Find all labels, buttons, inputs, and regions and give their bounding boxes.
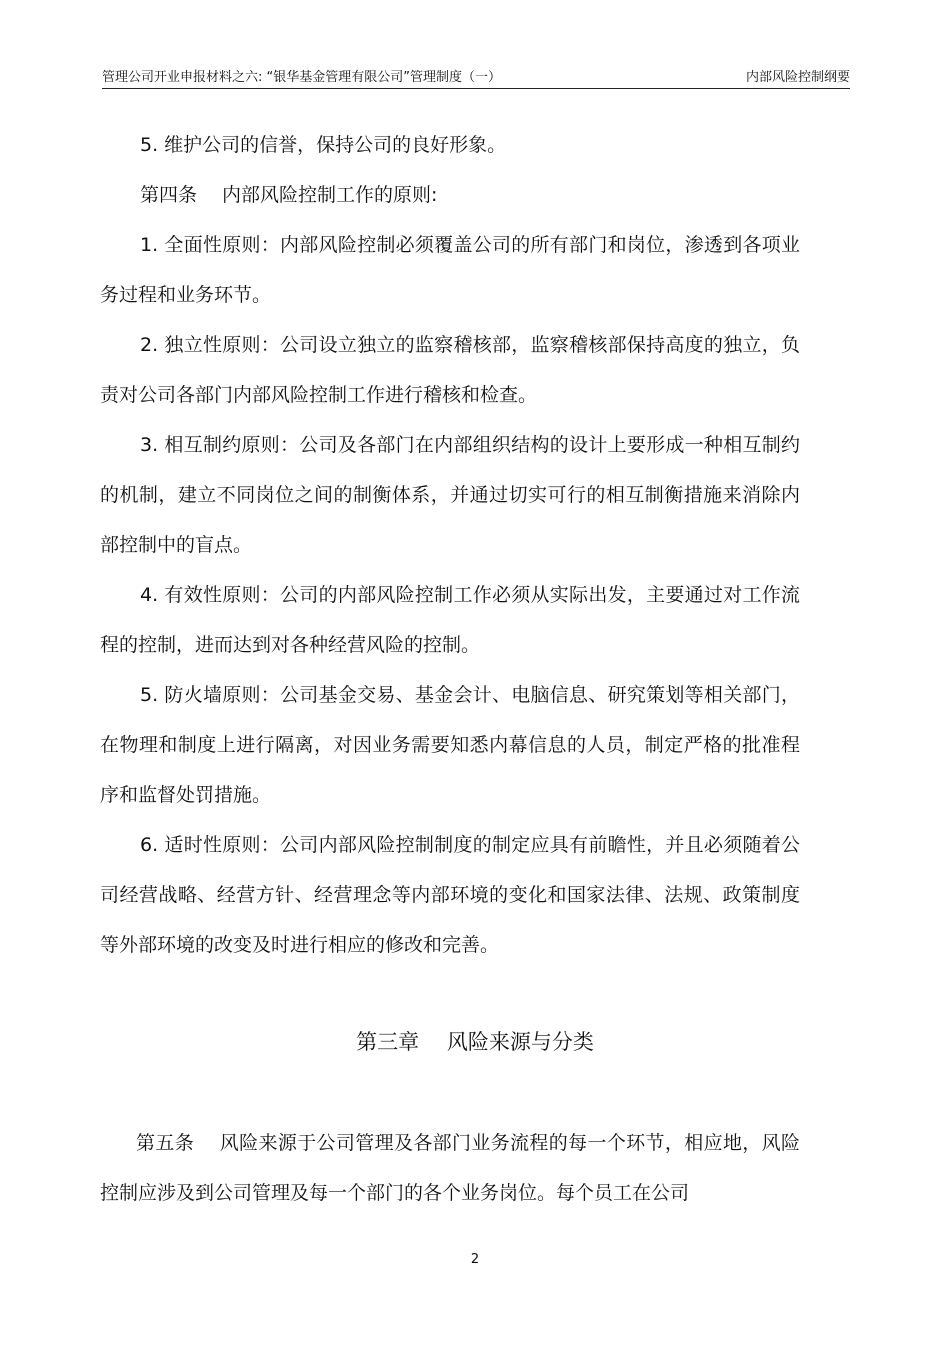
principle-independence: 2. 独立性原则：公司设立独立的监察稽核部，监察稽核部保持高度的独立，负责对公司各部门内部风险控制工作进行稽核和检查。 — [100, 334, 800, 406]
page-header — [102, 58, 850, 89]
article-5-paragraph: 第五条 风险来源于公司管理及各部门业务流程的每一个环节，相应地，风险控制应涉及到公司管理及每一个部门的各个业务岗位。每个员工在公司 — [100, 1132, 800, 1204]
principle-mutual-restraint: 3. 相互制约原则：公司及各部门在内部组织结构的设计上要形成一种相互制约的机制，建立不同岗位之间的制衡体系，并通过切实可行的相互制衡措施来消除内部控制中的盲点。 — [100, 434, 800, 556]
principle-comprehensiveness: 1. 全面性原则：内部风险控制必须覆盖公司的所有部门和岗位，渗透到各项业务过程和业务环节。 — [100, 234, 800, 306]
principle-effectiveness: 4. 有效性原则：公司的内部风险控制工作必须从实际出发，主要通过对工作流程的控制，进而达到对各种经营风险的控制。 — [100, 584, 800, 656]
paragraph-item-5-reputation: 5. 维护公司的信誉，保持公司的良好形象。 — [140, 134, 507, 156]
body-text-article-5 — [100, 1118, 800, 1218]
principle-timeliness: 6. 适时性原则：公司内部风险控制制度的制定应具有前瞻性，并且必须随着公司经营战略、经营方针、经营理念等内部环境的变化和国家法律、法规、政策制度等外部环境的改变及时进行相应的修改和完善。 — [100, 834, 800, 956]
header-left-text: 管理公司开业申报材料之六: “银华基金管理有限公司”管理制度（一） — [102, 70, 501, 85]
body-text — [100, 120, 800, 970]
chapter-title: 第三章 风险来源与分类 — [356, 1030, 594, 1054]
principle-firewall: 5. 防火墙原则：公司基金交易、基金会计、电脑信息、研究策划等相关部门，在物理和制度上进行隔离，对因业务需要知悉内幕信息的人员，制定严格的批准程序和监督处罚措施。 — [100, 684, 800, 806]
article-4-heading: 第四条 内部风险控制工作的原则: — [140, 184, 438, 206]
page-number: 2 — [470, 1252, 480, 1267]
header-right-text: 内部风险控制纲要 — [745, 70, 850, 85]
